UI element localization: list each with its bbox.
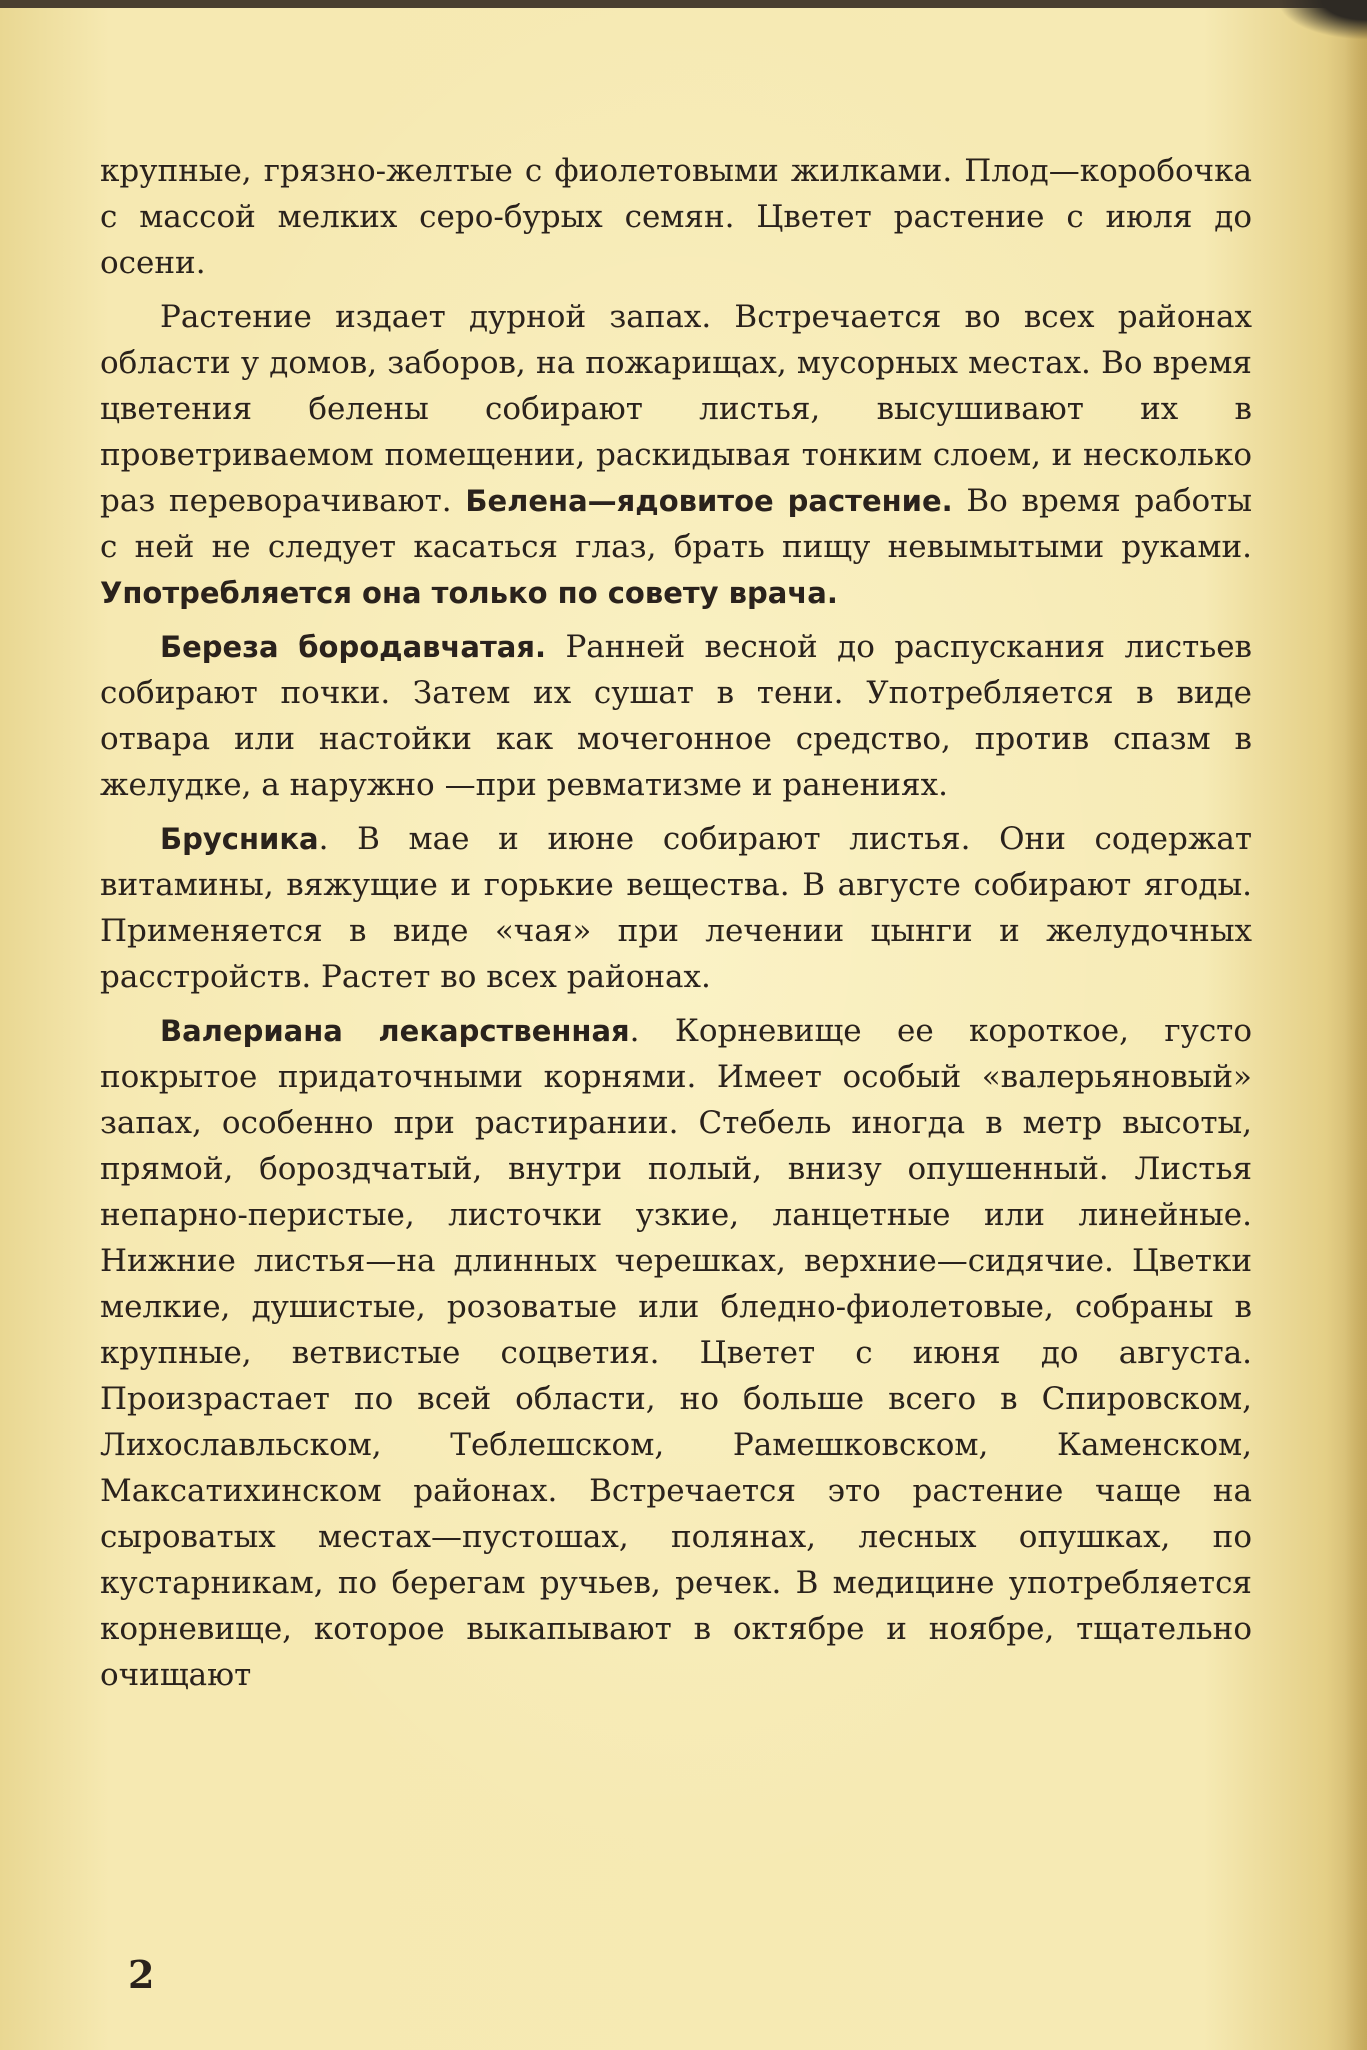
plant-heading: Валериана лекарственная [160, 1014, 630, 1048]
page-corner-tear [1277, 0, 1367, 40]
paragraph-valeriana [100, 1008, 1252, 1698]
plant-heading: Береза бородавчатая. [160, 630, 546, 664]
text-segment: . Корневище ее короткое, густо покрытое придаточными корнями. Имеет особый «валерьяновый» запах, особенно при растирании. Стебель иногда в метр высоты, прямой, бороздчатый, внутри полый, внизу опушенный. Листья непарно-перистые, листочки узкие, ланцетные или линейные. Нижние листья—на длинных черешках, верхние—сидячие. Цветки мелкие, душистые, розоватые или бледно-фиолетовые, собраны в крупные, ветвистые соцветия. Цветет с июня до августа. Произрастает по всей области, но больше всего в Спировском, Лихославльском, Теблешском, Рамешковском, Каменском, Максатихинском районах. Встречается это растение чаще на сыроватых местах—пустошах, полянах, лесных опушках, по кустарникам, по берегам ручьев, речек. В медицине употребляется корневище, которое выкапывают в октябре и ноябре, тщательно очищают [100, 1013, 1252, 1693]
bold-warning: Белена—ядовитое растение. [465, 484, 953, 518]
page-body-text [100, 148, 1252, 1706]
bold-warning: Употребляется она только по совету врача. [100, 576, 838, 610]
text-segment: крупные, грязно-желтые с фиолетовыми жилками. Плод—коробочка с массой мелких серо-бурых семян. Цветет растение с июля до осени. [100, 153, 1252, 281]
text-segment: . В мае и июне собирают листья. Они содержат витамины, вяжущие и горькие вещества. В августе собирают ягоды. Применяется в виде «чая» при лечении цынги и желудочных расстройств. Растет во всех районах. [100, 821, 1252, 995]
paragraph-bereza [100, 624, 1252, 808]
page-number: 2 [128, 1952, 155, 1997]
paragraph-brusnika [100, 816, 1252, 1000]
page-right-shadow [1345, 0, 1367, 2050]
paragraph-belena-usage [100, 294, 1252, 616]
plant-heading: Брусника [160, 822, 319, 856]
page-top-edge [0, 0, 1367, 8]
text-segment: Ранней весной до распускания листьев собирают почки. Затем их сушат в тени. Употребляется в виде отвара или настойки как мочегонное средство, против спазм в желудке, а наружно —при ревматизме и ранениях. [100, 629, 1252, 803]
text-segment: Растение издает дурной запах. Встречается во всех районах области у домов, заборов, на пожарищах, мусорных местах. Во время цветения белены собирают листья, высушивают их в проветриваемом помещении, раскидывая тонким слоем, и несколько раз переворачивают. [100, 299, 1252, 519]
text-segment: Во время работы с ней не следует касаться глаз, брать пищу невымытыми руками. [100, 483, 1252, 565]
paragraph-belena-continued [100, 148, 1252, 286]
